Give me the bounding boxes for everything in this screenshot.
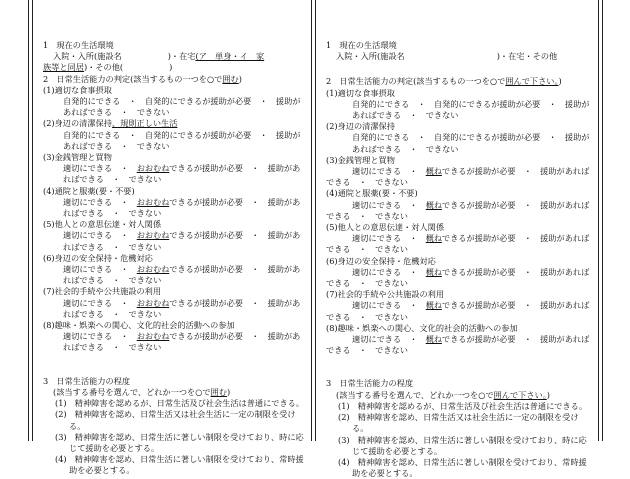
item2-title: (2)身辺の清潔保持、規則正しい生活 — [43, 118, 178, 129]
item1-options-cont: あればできる ・ できない — [352, 110, 459, 121]
degree-option-2: (2) 精神障害を認め、日常生活又は社会生活に一定の制限を受ける。 — [338, 412, 579, 434]
outer-right-rule — [598, 0, 599, 441]
item7-title: (7)社会的手続や公共施設の利用 — [43, 286, 162, 297]
item6-title: (6)身辺の安全保持・危機対応 — [326, 255, 436, 266]
section2-title: 2 日常生活能力の判定(該当するもの一つを○で囲んで下さい。) — [326, 76, 562, 87]
item5-options: 適切にできる ・ おおむねできるが援助が必要 ・ 援助があ — [63, 230, 301, 241]
item3-options-cont: できる ・ できない — [326, 177, 408, 188]
section1-title: 1 現在の生活環境 — [43, 40, 114, 50]
item2-options: 自発的にできる ・ 自発的にできるが援助が必要 ・ 援助が — [352, 132, 590, 143]
section3-title: 3 日常生活能力の程度 — [43, 375, 131, 386]
item6-options: 適切にできる ・ おおむねできるが援助が必要 ・ 援助があ — [63, 264, 301, 275]
section3-subtitle: (該当する番号を選んで、どれか一つを○で囲んで下さい。) — [336, 389, 550, 400]
item8-title: (8)趣味・娯楽への関心、文化的社会的活動への参加 — [326, 322, 518, 333]
item5-title: (5)他人との意思伝達・対人関係 — [43, 219, 162, 230]
item1-options: 自発的にできる ・ 自発的にできるが援助が必要 ・ 援助が — [63, 96, 301, 107]
item6-options-cont: ればできる ・ できない — [63, 275, 162, 286]
degree-option-3: (3) 精神障害を認め、日常生活に著しい制限を受けており、時に応じて援助を必要とする。 — [55, 431, 304, 453]
item2-options-cont: あればできる ・ できない — [352, 143, 459, 154]
item4-title: (4)通院と服薬(要・不要) — [326, 188, 418, 199]
section3-title: 3 日常生活能力の程度 — [326, 378, 414, 389]
center-rule — [311, 0, 312, 441]
outer-right-rule-inner — [602, 0, 603, 441]
item5-options-cont: できる ・ できない — [326, 244, 408, 255]
degree-option-1: (1) 精神障害を認めるが、日常生活及び社会生活は普通にできる。 — [338, 400, 588, 411]
item4-options-cont: ればできる ・ できない — [63, 208, 162, 219]
item5-title: (5)他人との意思伝達・対人関係 — [326, 222, 445, 233]
item3-title: (3)金銭管理と買物 — [326, 154, 395, 165]
item7-title: (7)社会的手続や公共施設の利用 — [326, 289, 445, 300]
item1-options: 自発的にできる ・ 自発的にできるが援助が必要 ・ 援助が — [352, 98, 590, 109]
item7-options: 適切にできる ・ おおむねできるが援助が必要 ・ 援助があ — [63, 297, 301, 308]
outer-left-rule — [28, 0, 29, 441]
home-options: (ア 単身・イ 家 — [195, 51, 265, 62]
item6-options: 適切にできる ・ 概ねできるが援助が必要 ・ 援助があれば — [352, 266, 590, 277]
item3-title: (3)金銭管理と買物 — [43, 152, 112, 163]
item8-title: (8)趣味・娯楽への関心、文化的社会的活動への参加 — [43, 320, 235, 331]
item4-options-cont: できる ・ できない — [326, 210, 408, 221]
degree-option-4: (4) 精神障害を認め、日常生活に著しい制限を受けており、常時援助を必要とする。 — [55, 454, 304, 476]
item3-options: 適切にできる ・ 概ねできるが援助が必要 ・ 援助があれば — [352, 166, 590, 177]
item1-options-cont: あればできる ・ できない — [63, 107, 170, 118]
section1-line1: 入院・入所(施設名 )・在宅(ア 単身・イ 家 — [53, 51, 265, 62]
item3-options: 適切にできる ・ おおむねできるが援助が必要 ・ 援助があ — [63, 163, 301, 174]
item1-title: (1)適切な食事摂取 — [43, 84, 112, 95]
item2-options-cont: あればできる ・ できない — [63, 140, 170, 151]
item4-title: (4)通院と服薬(要・不要) — [43, 185, 135, 196]
item8-options-cont: できる ・ できない — [326, 345, 408, 356]
right-column — [326, 40, 594, 479]
section1-line2: 族等と同居)・その他( ) — [43, 62, 173, 73]
item8-options: 適切にできる ・ 概ねできるが援助が必要 ・ 援助があれば — [352, 334, 590, 345]
section1-title: 1 現在の生活環境 — [326, 40, 397, 50]
item8-options-cont: ればできる ・ できない — [63, 342, 162, 353]
item6-options-cont: できる ・ できない — [326, 278, 408, 289]
item7-options-cont: できる ・ できない — [326, 311, 408, 322]
item2-options: 自発的にできる ・ 自発的にできるが援助が必要 ・ 援助が — [63, 129, 301, 140]
item5-options-cont: ればできる ・ できない — [63, 241, 162, 252]
outer-left-rule-inner — [32, 0, 33, 441]
degree-option-4: (4) 精神障害を認め、日常生活に著しい制限を受けており、常時援助を必要とする。 — [338, 456, 587, 479]
item2-title: (2)身辺の清潔保持 — [326, 121, 395, 132]
item7-options: 適切にできる ・ 概ねできるが援助が必要 ・ 援助があれば — [352, 300, 590, 311]
section3-subtitle: (該当する番号を選んで、どれか一つを○で囲む) — [53, 386, 231, 397]
item5-options: 適切にできる ・ 概ねできるが援助が必要 ・ 援助があれば — [352, 233, 590, 244]
degree-option-3: (3) 精神障害を認め、日常生活に著しい制限を受けており、時に応じて援助を必要とする。 — [338, 434, 587, 456]
left-column — [43, 40, 305, 477]
item4-options: 適切にできる ・ おおむねできるが援助が必要 ・ 援助があ — [63, 196, 301, 207]
item7-options-cont: ればできる ・ できない — [63, 308, 162, 319]
center-rule-inner — [315, 0, 316, 441]
section1-line1: 入院・入所(施設名 )・在宅・その他 — [336, 51, 558, 62]
degree-option-1: (1) 精神障害を認めるが、日常生活及び社会生活は普通にできる。 — [55, 398, 305, 409]
item4-options: 適切にできる ・ 概ねできるが援助が必要 ・ 援助があれば — [352, 199, 590, 210]
degree-option-2: (2) 精神障害を認め、日常生活又は社会生活に一定の制限を受ける。 — [55, 409, 296, 431]
item8-options: 適切にできる ・ おおむねできるが援助が必要 ・ 援助があ — [63, 331, 301, 342]
section2-title: 2 日常生活能力の判定(該当するもの一つを○で囲む) — [43, 73, 242, 84]
item6-title: (6)身辺の安全保持・危機対応 — [43, 252, 153, 263]
item3-options-cont: ればできる ・ できない — [63, 174, 162, 185]
item1-title: (1)適切な食事摂取 — [326, 87, 395, 98]
